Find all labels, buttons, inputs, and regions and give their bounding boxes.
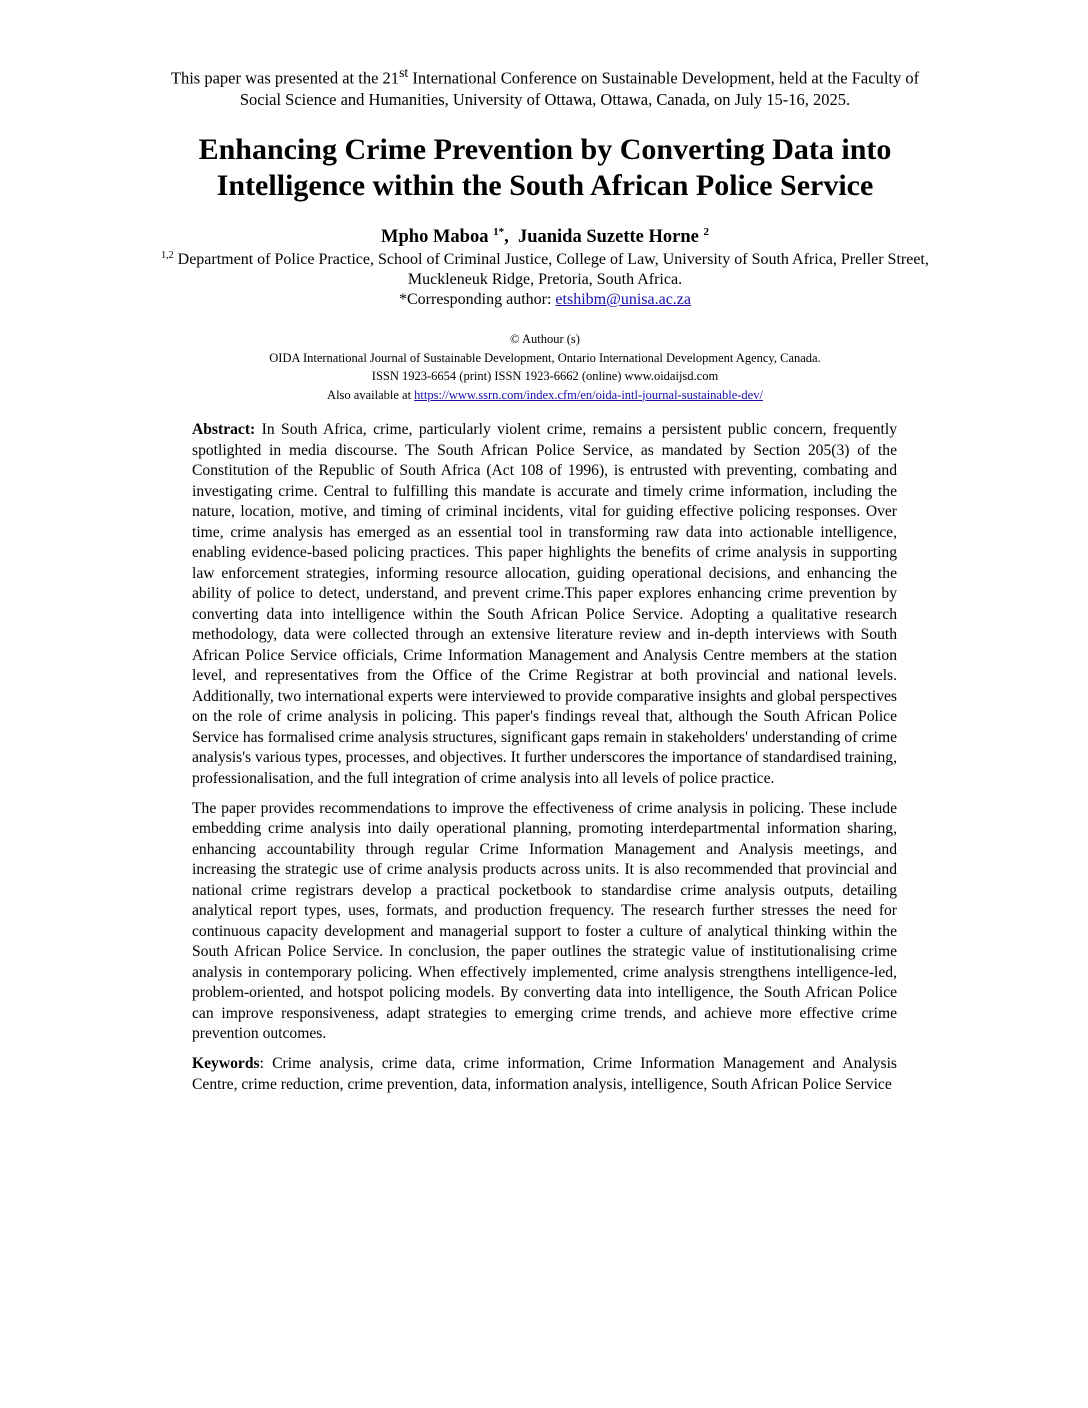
author-affiliation-marker: 1* [493, 226, 505, 238]
affiliation-text: Department of Police Practice, School of Criminal Justice, College of Law, University of South Africa, Preller Street, Muckleneuk Ridge, Pretoria, South Africa. [173, 251, 929, 288]
conference-note-superscript: st [399, 65, 409, 80]
paper-title: Enhancing Crime Prevention by Converting Data into Intelligence within the South African Police Service [198, 133, 892, 202]
conference-note-suffix: International Conference on Sustainable Development, held at the Faculty of Social Science and Humanities, University of Ottawa, Ottawa, Canada, on July 15-16, 2025. [239, 68, 920, 109]
affiliation-marker: 1,2 [161, 250, 174, 261]
also-available-label: Also available at [327, 387, 415, 402]
journal-name: OIDA International Journal of Sustainable Development, Ontario International Development Agency, Canada. [269, 350, 821, 365]
author-name: Juanida Suzette Horne [517, 227, 699, 247]
journal-info [160, 330, 930, 404]
keywords-text: : Crime analysis, crime data, crime information, Crime Information Management and Analysis Centre, crime reduction, crime prevention, data, information analysis, intelligence, South African Police Service [192, 1055, 897, 1093]
author-name: Mpho Maboa [381, 227, 489, 247]
ssrn-link[interactable]: https://www.ssrn.com/index.cfm/en/oida-intl-journal-sustainable-dev/ [414, 387, 763, 402]
corresponding-author [160, 290, 930, 310]
issn-line: ISSN 1923-6654 (print) ISSN 1923-6662 (online) www.oidaijsd.com [371, 369, 719, 383]
abstract-section [192, 420, 897, 1105]
corresponding-email-link[interactable]: etshibm@unisa.ac.za [555, 291, 691, 308]
author-list: Mpho Maboa $^{1*}$, Juanida Suzette Horne $^2$ [381, 226, 709, 247]
conference-note [160, 62, 930, 110]
keywords-label: Keywords [192, 1055, 260, 1072]
abstract-paragraph-2: The paper provides recommendations to improve the effectiveness of crime analysis in policing. These include embedding crime analysis into daily operational planning, promoting interdepartmental information sharing, enhancing accountability through regular Crime Information Management and Analysis meetings, and increasing the strategic use of crime analysis products across units. It is also recommended that provincial and national crime registrars develop a practical pocketbook to standardise crime analysis outputs, detailing analytical report types, uses, formats, and production frequency. The research further stresses the need for continuous capacity development and managerial support to foster a culture of analytical thinking within the South African Police Service. In conclusion, the paper outlines the strategic value of institutionalising crime analysis in contemporary policing. When effectively implemented, crime analysis strengthens intelligence-led, problem-oriented, and hotspot policing models. By converting data into intelligence, the South African Police can improve responsiveness, adapt strategies to emerging crime trends, and achieve more effective crime prevention outcomes. [192, 799, 897, 1042]
keywords-paragraph [192, 1054, 897, 1095]
author-affiliation-marker: 2 [703, 226, 709, 238]
abstract-text: In South Africa, crime, particularly violent crime, remains a persistent public concern, frequently spotlighted in media discourse. The South African Police Service, as mandated by Section 205(3) of the Constitution of the Republic of South Africa (Act 108 of 1996), is entrusted with preventing, combating and investigating crime. Central to fulfilling this mandate is accurate and timely crime information, including the nature, location, motive, and timing of criminal incidents, vital for guiding effective policing responses. Over time, crime analysis has emerged as an essential tool in transforming raw data into actionable intelligence, enabling evidence-based policing practices. This paper highlights the benefits of crime analysis in supporting law enforcement strategies, informing resource allocation, guiding operational decisions, and enhancing the ability of police to detect, understand, and prevent crime.This paper explores enhancing crime prevention by converting data into intelligence within the South African Police Service. Adopting a qualitative research methodology, data were collected through an extensive literature review and in-depth interviews with South African Police Service officials, Crime Information Management and Analysis Centre members at the station level, and representatives from the Office of the Crime Registrar at both provincial and national levels. Additionally, two international experts were interviewed to provide comparative insights and global perspectives on the role of crime analysis in policing. This paper's findings reveal that, although the South African Police Service has formalised crime analysis structures, significant gaps remain in stakeholders' understanding of crime analysis's various types, processes, and objectives. It further underscores the importance of standardised training, professionalisation, and the full integration of crime analysis into all levels of police practice. [192, 421, 897, 787]
also-available-line [160, 386, 930, 405]
affiliation [160, 250, 930, 290]
abstract-paragraph [192, 420, 897, 789]
copyright-line: © Authour (s) [510, 332, 580, 346]
corresponding-label: *Corresponding author: [399, 291, 556, 308]
abstract-label: Abstract: [192, 421, 256, 438]
conference-note-prefix: This paper was presented at the 21 [170, 68, 400, 88]
